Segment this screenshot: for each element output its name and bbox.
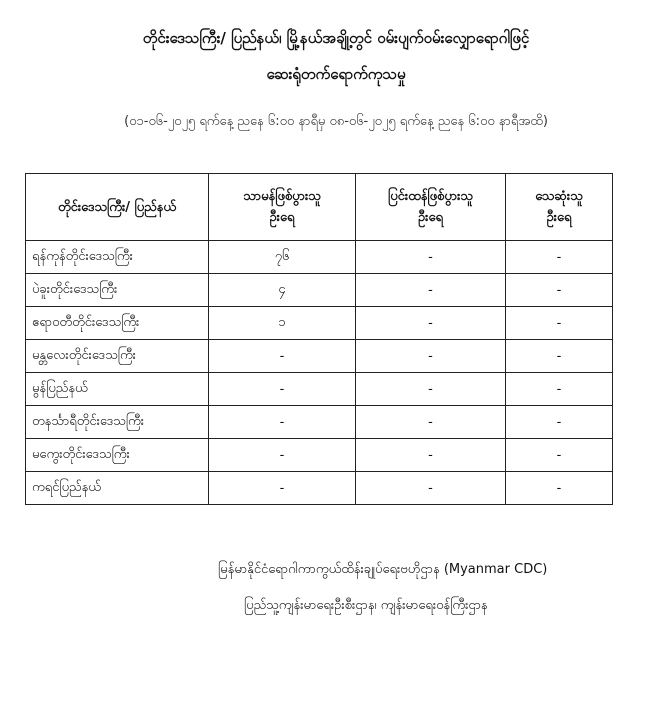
table-header-row [26,174,613,241]
deaths-cell: - [506,373,613,406]
mild-cell: - [209,439,356,472]
table-row [26,274,613,307]
issuer-ministry: ပြည်သူ့ကျန်းမာရေးဦးစီးဌာန၊ ကျန်းမာရေးဝန်ကြီးဌာန [244,598,488,613]
region-cell: ကရင်ပြည်နယ် [26,472,209,505]
header-region: တိုင်းဒေသကြီး/ ပြည်နယ် [26,174,209,241]
issuer-cdc: မြန်မာနိုင်ငံရောဂါကာကွယ်ထိန်းချုပ်ရေးဗဟိုဌာန (Myanmar CDC) [218,562,548,577]
region-cell: ပဲခူးတိုင်းဒေသကြီး [26,274,209,307]
header-severe-cases: ပြင်းထန်ဖြစ်ပွားသူ ဦးရေ [356,174,506,241]
table-row [26,241,613,274]
page-subtitle: ဆေးရုံတက်ရောက်ကုသမှု [266,65,406,83]
severe-cell: - [356,373,506,406]
mild-cell: ၁ [209,307,356,340]
region-cell: မွန်ပြည်နယ် [26,373,209,406]
region-cell: ဧရာဝတီတိုင်းဒေသကြီး [26,307,209,340]
region-cell: မကွေးတိုင်းဒေသကြီး [26,439,209,472]
mild-cell: ၄ [209,274,356,307]
mild-cell: - [209,373,356,406]
deaths-cell: - [506,472,613,505]
deaths-cell: - [506,340,613,373]
mild-cell: - [209,340,356,373]
table-row [26,472,613,505]
deaths-cell: - [506,307,613,340]
severe-cell: - [356,241,506,274]
table-row [26,340,613,373]
region-cell: မန္တလေးတိုင်းဒေသကြီး [26,340,209,373]
severe-cell: - [356,439,506,472]
page-title: တိုင်းဒေသကြီး/ ပြည်နယ်၊ မြို့နယ်အချို့တွင် ဝမ်းပျက်ဝမ်းလျှောရောဂါဖြင့် [142,29,530,47]
severe-cell: - [356,307,506,340]
deaths-cell: - [506,241,613,274]
deaths-cell: - [506,439,613,472]
deaths-cell: - [506,274,613,307]
header-mild-cases: သာမန်ဖြစ်ပွားသူ ဦးရေ [209,174,356,241]
region-cell: ရန်ကုန်တိုင်းဒေသကြီး [26,241,209,274]
date-range: (၀၁-၀၆-၂၀၂၅ ရက်နေ့ ညနေ ၆:၀၀ နာရီမှ ၀၈-၀၆-၂၀၂၅ ရက်နေ့ ညနေ ၆:၀၀ နာရီအထိ) [124,114,548,129]
cases-table [25,173,613,505]
region-cell: တနင်္သာရီတိုင်းဒေသကြီး [26,406,209,439]
severe-cell: - [356,274,506,307]
table-row [26,406,613,439]
table-row [26,439,613,472]
table-row [26,373,613,406]
mild-cell: - [209,472,356,505]
header-deaths: သေဆုံးသူ ဦးရေ [506,174,613,241]
deaths-cell: - [506,406,613,439]
mild-cell: - [209,406,356,439]
severe-cell: - [356,340,506,373]
table-row [26,307,613,340]
severe-cell: - [356,472,506,505]
mild-cell: ၇၆ [209,241,356,274]
severe-cell: - [356,406,506,439]
